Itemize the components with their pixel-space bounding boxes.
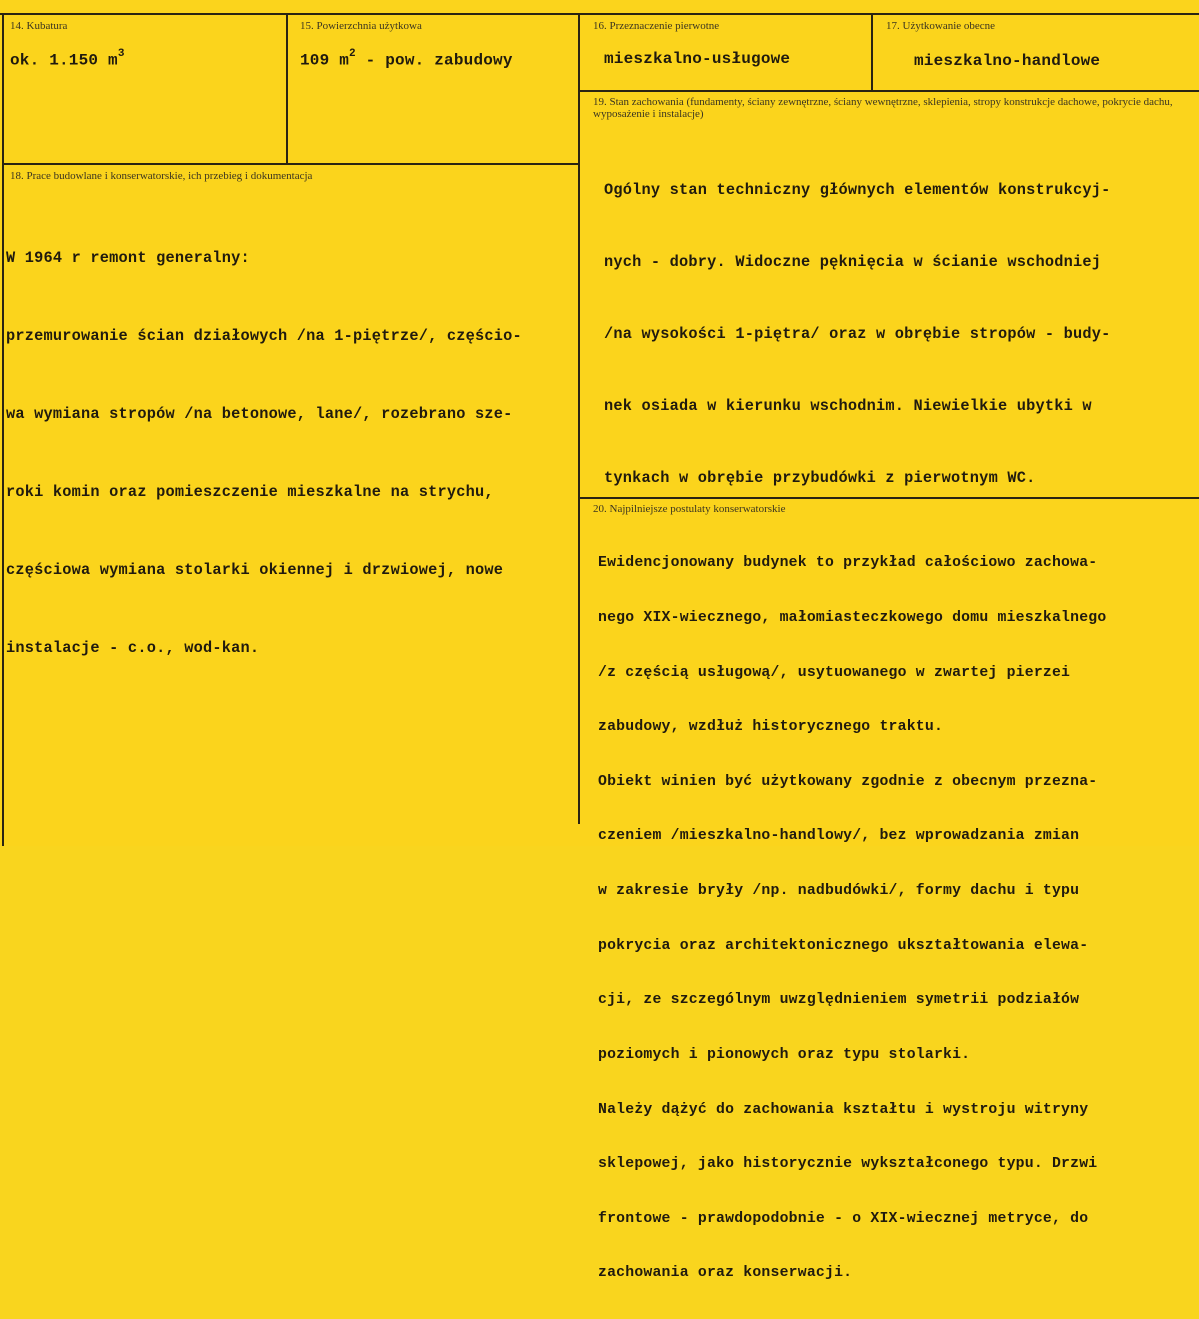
stan-zachowania-text: Ogólny stan techniczny głównych elementów konstrukcyj- nych - dobry. Widoczne pęknięcia w ścianie wschodniej /na wysokości 1-piętra/ oraz w obrębie stropów - budy- nek osiada w kierunku wschodnim. Niewielkie ubytki w tynkach w obrębie przybudówki z pierwotnym WC. [604, 181, 1111, 487]
stan-zachowania-label: 19. Stan zachowania (fundamenty, ściany zewnętrzne, ściany wewnętrzne, sklepienia, stropy konstrukcje dachowe, pokrycie dachu, wyposażenie i instalacje) [593, 96, 1173, 120]
kubatura-value: ok. 1.150 $m^3$ [10, 48, 125, 70]
prace-budowlane-label: 18. Prace budowlane i konserwatorskie, ich przebieg i dokumentacja [10, 170, 313, 182]
postulaty-label: 20. Najpilniejsze postulaty konserwatorskie [593, 503, 786, 515]
top-border [0, 13, 1199, 15]
divider-14-18 [2, 163, 580, 165]
divider-16-19 [580, 90, 1199, 92]
divider-main [578, 13, 580, 824]
uzytkowanie-label: 17. Użytkowanie obecne [886, 20, 996, 32]
postulaty-text: Ewidencjonowany budynek to przykład całościowo zachowa- nego XIX-wiecznego, małomiasteczkowego domu mieszkalnego /z częścią usługową/, usytuowanego w zwartej pierzei zabudowy, wzdłuż historycznego traktu. Obiekt winien być użytkowany zgodnie z obecnym przezna- czeniem /mieszkalno-handlowy/, bez wprowadzania zmian w zakresie bryły /np. nadbudówki/, formy dachu i typu pokrycia oraz architektonicznego ukształtowania elewa- cji, ze szczególnym uwzględnieniem symetrii podziałów poziomych i pionowych oraz typu stolarki. Należy dążyć do zachowania kształtu i wystroju witryny sklepowej, jako historycznie wykształconego typu. Drzwi frontowe - prawdopodobnie - o XIX-wiecznej metryce, do zachowania oraz konserwacji. [598, 555, 1107, 1282]
prace-budowlane-text: W 1964 r remont generalny: przemurowanie ścian działowych /na 1-piętrze/, częścio- wa wymiana stropów /na betonowe, lane/, rozebrano sze- roki komin oraz pomieszczenie mieszkalne na strychu, częściowa wymiana stolarki okiennej i drzwiowej, nowe instalacje - c.o., wod-kan. [6, 249, 522, 657]
powierzchnia-label: 15. Powierzchnia użytkowa [300, 20, 422, 32]
przeznaczenie-label: 16. Przeznaczenie pierwotne [593, 20, 720, 32]
divider-14-15 [286, 13, 288, 163]
left-border [2, 13, 4, 846]
powierzchnia-value: 109 $m^2$ - pow. zabudowy [300, 48, 513, 70]
przeznaczenie-value: mieszkalno-usługowe [604, 50, 791, 68]
divider-16-17 [871, 13, 873, 91]
kubatura-label: 14. Kubatura [10, 20, 68, 32]
uzytkowanie-value: mieszkalno-handlowe [914, 52, 1101, 70]
